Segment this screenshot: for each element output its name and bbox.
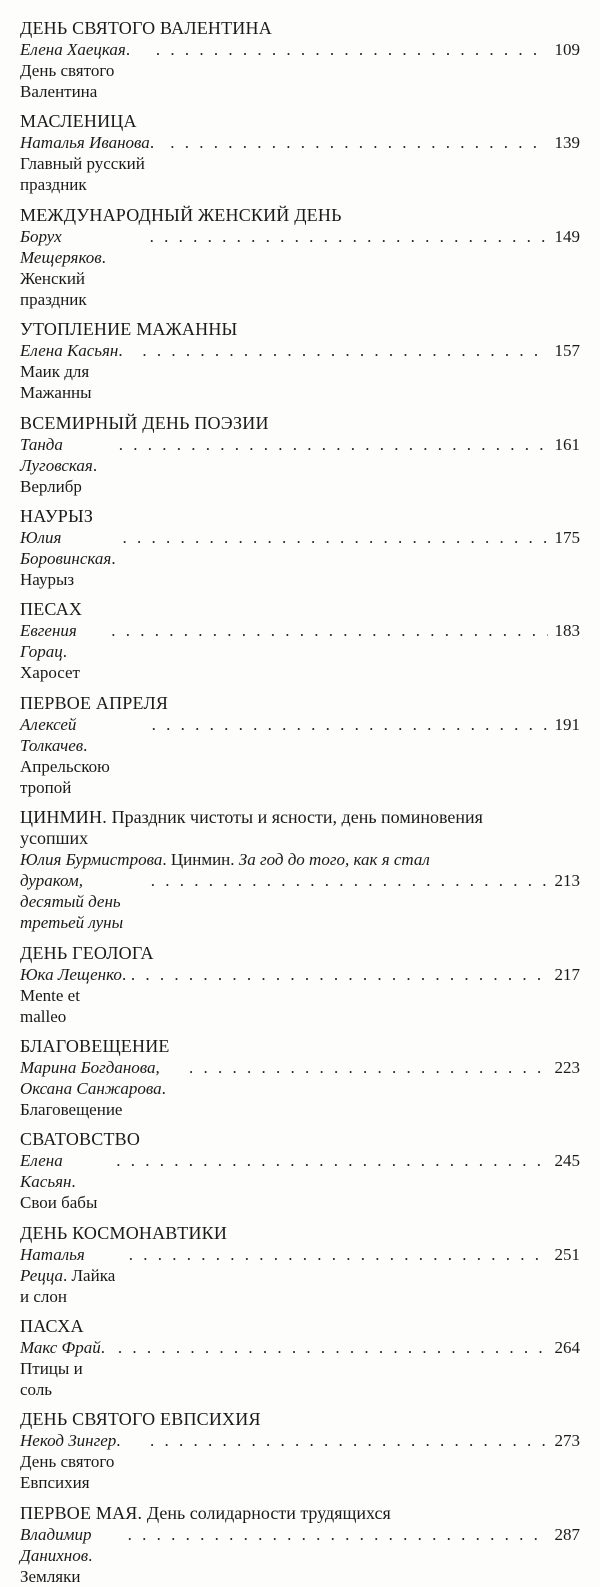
toc-line: Юлия Боровинская. Наурыз . . . 175 — [20, 527, 580, 590]
leader-dots — [170, 132, 548, 153]
leader-dots — [119, 434, 548, 455]
work-title: Харосет — [20, 663, 80, 683]
page-number: 273 — [554, 1431, 580, 1451]
toc-entry — [20, 1316, 580, 1400]
section-heading: МАСЛЕНИЦА — [20, 111, 137, 132]
work-title: Птицы и соль — [20, 1359, 83, 1400]
section-heading: ДЕНЬ СВЯТОГО ВАЛЕНТИНА — [20, 18, 272, 38]
work-title: Mente et malleo — [20, 985, 80, 1026]
toc-line: Елена Касьян. Свои бабы . . . 245 — [20, 1150, 580, 1213]
page-number: 287 — [554, 1524, 580, 1544]
toc-entry — [20, 943, 580, 1027]
page-number: 175 — [554, 527, 580, 547]
author-name: Владимир Данихнов — [20, 1524, 92, 1565]
page-number: 217 — [554, 964, 580, 984]
author-name: Марина Богданова, Оксана Санжарова — [20, 1057, 162, 1098]
section-heading: ДЕНЬ ГЕОЛОГА — [20, 942, 154, 963]
toc-entry — [20, 205, 580, 310]
page-number: 264 — [554, 1338, 580, 1358]
author-name: Борух Мещеряков — [20, 226, 102, 267]
author-name: Некод Зингер — [20, 1431, 117, 1451]
author-name: Елена Касьян — [20, 341, 119, 361]
toc-entry — [20, 111, 580, 195]
toc-line: Наталья Рецца. Лайка и слон . . . 251 — [20, 1244, 580, 1307]
page-number: 183 — [554, 621, 580, 641]
author-name: Елена Хаецкая — [20, 40, 126, 59]
author-name: Юлия Боровинская — [20, 527, 112, 568]
leader-dots — [156, 39, 548, 60]
work-title-italic: За год до того, как я стал — [238, 850, 430, 870]
section-heading: ПАСХА — [20, 1316, 84, 1337]
section-heading: ДЕНЬ СВЯТОГО ЕВПСИХИЯ — [20, 1409, 261, 1430]
heading-subtitle: Праздник чистоты и ясности, день поминовения усопших — [20, 807, 483, 849]
page-number: 139 — [554, 133, 580, 153]
toc-line: Юлия Бурмистрова. Цинмин. За год до того, как я стал — [20, 850, 430, 870]
page-number: 157 — [554, 341, 580, 361]
section-heading: ЦИНМИН. Праздник чистоты и ясности, день поминовения усопших — [20, 807, 483, 849]
toc-entry — [20, 807, 580, 933]
author-name: Юлия Бурмистрова — [20, 850, 163, 870]
leader-dots — [152, 714, 548, 735]
work-title: День святого Валентина — [20, 61, 115, 101]
toc-line — [20, 870, 580, 933]
toc-line: Танда Луговская. Верлибр . . . 161 — [20, 434, 580, 497]
section-heading: ВСЕМИРНЫЙ ДЕНЬ ПОЭЗИИ — [20, 412, 269, 433]
leader-dots — [150, 226, 548, 247]
work-title: Свои бабы — [20, 1193, 98, 1213]
section-heading: БЛАГОВЕЩЕНИЕ — [20, 1035, 170, 1056]
toc-entry — [20, 1503, 580, 1587]
work-title: Апрельскою тропой — [20, 756, 110, 797]
toc-entry — [20, 693, 580, 798]
toc-line: Макс Фрай. Птицы и соль . . . 264 — [20, 1337, 580, 1400]
leader-dots — [122, 527, 548, 548]
toc-entry — [20, 413, 580, 497]
toc-entry — [20, 319, 580, 403]
leader-dots — [129, 1244, 548, 1265]
page-number: 245 — [554, 1151, 580, 1171]
author-name: Макс Фрай — [20, 1338, 101, 1358]
toc-line: Елена Касьян. Маик для Мажанны . . . 157 — [20, 340, 580, 403]
leader-dots — [111, 620, 548, 641]
toc-entry — [20, 1036, 580, 1120]
toc-line: Марина Богданова, Оксана Санжарова. Благовещение . . . 223 — [20, 1057, 580, 1120]
toc-line: Некод Зингер. День святого Евпсихия . . . 273 — [20, 1430, 580, 1493]
page-number: 149 — [554, 226, 580, 246]
toc-line: Алексей Толкачев. Апрельскою тропой . . . 191 — [20, 714, 580, 798]
work-title: День святого Евпсихия — [20, 1452, 115, 1493]
work-title: Благовещение — [20, 1099, 123, 1119]
leader-dots — [151, 870, 548, 891]
section-heading: МЕЖДУНАРОДНЫЙ ЖЕНСКИЙ ДЕНЬ — [20, 204, 342, 225]
toc-line: Наталья Иванова. Главный русский праздник . . . 139 — [20, 132, 580, 195]
leader-dots — [131, 964, 548, 985]
work-title: Маик для Мажанны — [20, 362, 92, 403]
heading-subtitle: День солидарности трудящихся — [146, 1502, 391, 1523]
section-heading: УТОПЛЕНИЕ МАЖАННЫ — [20, 319, 238, 340]
section-heading: ПЕРВОЕ МАЯ. День солидарности трудящихся — [20, 1502, 391, 1523]
leader-dots — [150, 1430, 548, 1451]
work-title: Наурыз — [20, 569, 75, 589]
author-name: Наталья Иванова — [20, 133, 150, 153]
leader-dots — [128, 1524, 548, 1545]
page-number: 251 — [554, 1244, 580, 1264]
page-number: 191 — [554, 714, 580, 734]
toc-entry — [20, 599, 580, 683]
section-heading: ПЕСАХ — [20, 599, 83, 620]
work-title: Главный русский праздник — [20, 154, 145, 195]
page-number: 223 — [554, 1057, 580, 1077]
author-name: Танда Луговская — [20, 434, 93, 475]
toc-entry — [20, 1129, 580, 1213]
work-title: Земляки — [20, 1566, 81, 1586]
section-heading: ПЕРВОЕ АПРЕЛЯ — [20, 692, 169, 713]
toc-entry — [20, 506, 580, 590]
page-number: 213 — [554, 871, 580, 891]
leader-dots — [116, 1150, 548, 1171]
work-title: Женский праздник — [20, 268, 87, 309]
heading-caps: ЦИНМИН — [20, 807, 103, 828]
section-heading: СВАТОВСТВО — [20, 1129, 141, 1150]
toc-line: Борух Мещеряков. Женский праздник . . . 149 — [20, 226, 580, 310]
author-name: Наталья Рецца — [20, 1244, 85, 1285]
section-heading: ДЕНЬ КОСМОНАВТИКИ — [20, 1222, 228, 1243]
author-name: Евгения Горац — [20, 621, 77, 662]
toc-entry — [20, 18, 580, 102]
work-title: Верлибр — [20, 476, 82, 496]
leader-dots — [189, 1057, 548, 1078]
work-title-italic-cont: дураком, десятый день третьей луны — [20, 871, 124, 933]
heading-caps: ПЕРВОЕ МАЯ — [20, 1502, 138, 1523]
section-heading: НАУРЫЗ — [20, 505, 94, 526]
work-title: Цинмин. — [170, 850, 235, 870]
toc-line: Евгения Горац. Харосет . . . 183 — [20, 620, 580, 683]
author-name: Елена Касьян — [20, 1151, 72, 1192]
toc-entry — [20, 1409, 580, 1493]
toc-line: Елена Хаецкая. День святого Валентина . . . 109 — [20, 39, 580, 102]
page-number: 109 — [554, 40, 580, 59]
author-name: Алексей Толкачев — [20, 714, 84, 755]
toc-line: Юка Лещенко. Mente et malleo . . . 217 — [20, 964, 580, 1027]
leader-dots — [142, 340, 548, 361]
page-number: 161 — [554, 434, 580, 454]
author-name: Юка Лещенко — [20, 964, 122, 984]
toc-entry — [20, 1223, 580, 1307]
toc-line: Владимир Данихнов. Земляки . . . 287 — [20, 1524, 580, 1587]
work-title: Лайка и слон — [20, 1265, 116, 1306]
leader-dots — [118, 1337, 548, 1358]
